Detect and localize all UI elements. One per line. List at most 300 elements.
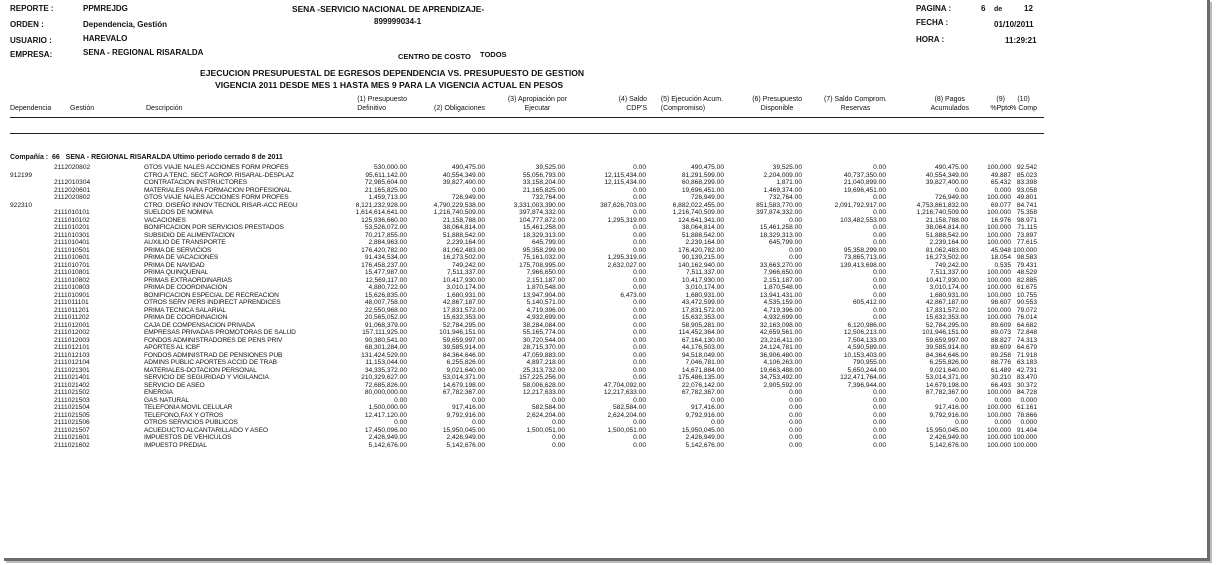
row-value-col3: 175,708,995.00: [519, 261, 565, 269]
row-value-col4: 0.00: [633, 299, 646, 306]
row-value-col7: 40,737,350.00: [843, 171, 886, 179]
row-gestion: 2111010701: [54, 261, 90, 269]
col-ejecucion-acum: (5) Ejecución Acum. (Compromiso): [660, 96, 723, 112]
pagina-total: 12: [1024, 4, 1033, 13]
row-value-col8: 15,950,045.00: [925, 426, 968, 434]
row-value-col1: 68,301,284.00: [364, 344, 407, 351]
row-value-col1: 0.00: [394, 396, 407, 404]
row-value-col2: 14,679,198.00: [442, 381, 485, 389]
budget-table-body: [4, 164, 1207, 449]
row-value-col8: 14,679,198.00: [925, 381, 968, 389]
row-value-col9: 61.489: [990, 366, 1011, 374]
row-gestion: 2111010802: [54, 276, 90, 284]
table-row: [4, 217, 1207, 225]
row-value-col9: 89.258: [990, 351, 1011, 359]
row-value-col2: 16,273,502.00: [442, 254, 485, 261]
row-value-col8: 0.00: [955, 186, 968, 194]
row-value-col3: 0.00: [552, 419, 565, 426]
row-value-col7: 0.00: [873, 194, 886, 201]
row-value-col9: 88.827: [990, 336, 1011, 344]
row-value-col3: 55,056,793.00: [522, 171, 565, 179]
table-row: [4, 284, 1207, 292]
row-value-col10: 100.000: [1013, 434, 1037, 441]
row-value-col2: 42,867,187.00: [442, 299, 485, 306]
row-value-col7: 21,040,899.00: [843, 179, 886, 186]
row-value-col4: 0.00: [633, 314, 646, 321]
row-value-col6: 2,151,187.00: [763, 276, 802, 284]
row-gestion: 2111021506: [54, 419, 90, 426]
row-value-col8: 9,021,640.00: [929, 366, 968, 374]
row-value-col4: 0.00: [633, 209, 646, 216]
row-value-col7: 122,471,764.00: [840, 374, 886, 381]
row-descripcion: SERVICIO DE SEGURIDAD Y VIGILANCIA: [144, 374, 269, 381]
row-gestion: 2111021402: [54, 381, 90, 389]
row-value-col6: 0.00: [789, 246, 802, 254]
row-value-col6: 39,525.00: [772, 164, 802, 171]
row-value-col3: 15,461,258.00: [522, 224, 565, 231]
table-row: [4, 314, 1207, 322]
row-value-col3: 4,932,699.00: [526, 314, 565, 321]
row-value-col3: 7,966,650.00: [526, 269, 565, 276]
row-value-col8: 17,831,572.00: [925, 306, 968, 314]
pagina-de: de: [994, 6, 1003, 13]
row-value-col4: 582,584.00: [612, 404, 646, 411]
row-value-col3: 18,329,313.00: [522, 231, 565, 239]
row-gestion: 2111012103: [54, 351, 90, 359]
row-value-col6: 0.00: [789, 404, 802, 411]
row-value-col10: 90.553: [1016, 299, 1037, 306]
row-value-col2: 39,585,914.00: [442, 344, 485, 351]
row-value-col2: 2,239,164.00: [446, 239, 485, 246]
row-value-col8: 4,753,861,832.00: [916, 201, 968, 209]
row-value-col2: 21,158,788.00: [442, 216, 485, 224]
row-value-col8: 9,792,916.00: [929, 411, 968, 419]
pagina-number: 6: [981, 4, 986, 13]
row-value-col4: 0.00: [633, 329, 646, 336]
row-value-col8: 5,142,676.00: [929, 441, 968, 449]
row-value-col9: 18.054: [990, 254, 1011, 261]
row-gestion: 2111021602: [54, 441, 90, 449]
row-value-col5: 1,216,740,509.00: [672, 209, 724, 216]
row-value-col7: 95,358,299.00: [843, 246, 886, 254]
row-value-col9: 100.000: [987, 194, 1011, 201]
table-row: [4, 277, 1207, 285]
row-value-col5: 10,417,930.00: [681, 276, 724, 284]
row-value-col2: 81,062,483.00: [442, 246, 485, 254]
col-saldo-comprom: (7) Saldo Comprom. Reservas: [823, 96, 887, 112]
row-value-col3: 0.00: [552, 396, 565, 404]
table-row: [4, 254, 1207, 262]
row-value-col9: 100.000: [987, 291, 1011, 299]
row-value-col5: 51,888,542.00: [681, 231, 724, 239]
table-row: [4, 412, 1207, 420]
table-row: [4, 389, 1207, 397]
row-value-col4: 2,632,027.00: [607, 261, 646, 269]
row-dependencia: 922310: [10, 201, 33, 209]
row-value-col1: 70,217,855.00: [364, 231, 407, 239]
row-value-col3: 38,284,084.00: [522, 321, 565, 329]
row-value-col5: 58,905,281.00: [681, 321, 724, 329]
row-value-col9: 100.000: [987, 269, 1011, 276]
row-value-col3: 4,897,218.00: [526, 359, 565, 366]
row-value-col10: 61.675: [1016, 284, 1037, 291]
row-value-col4: 0.00: [633, 419, 646, 426]
row-value-col4: 0.00: [633, 359, 646, 366]
table-row: [4, 427, 1207, 435]
row-value-col8: 917,416.00: [934, 404, 968, 411]
table-row: [4, 367, 1207, 375]
row-value-col7: 0.00: [873, 404, 886, 411]
row-value-col8: 0.00: [955, 419, 968, 426]
row-descripcion: MATERIALES-DOTACION PERSONAL: [144, 366, 257, 374]
col-dependencia: Dependencia: [10, 105, 52, 112]
row-value-col3: 582,584.00: [531, 404, 565, 411]
row-value-col6: 0.00: [789, 411, 802, 419]
row-value-col9: 89.073: [990, 329, 1011, 336]
row-descripcion: ADMINS PUBLIC APORTES ACCID DE TRAB: [144, 359, 277, 366]
row-value-col8: 59,659,997.00: [925, 336, 968, 344]
row-value-col5: 2,426,949.00: [685, 434, 724, 441]
row-value-col8: 2,426,949.00: [929, 434, 968, 441]
col-descripcion: Descripción: [146, 105, 183, 112]
row-gestion: 2112020802: [54, 194, 91, 201]
row-value-col9: 49.887: [990, 171, 1011, 179]
row-value-col5: 124,641,341.00: [678, 216, 724, 224]
row-value-col7: 0.00: [873, 411, 886, 419]
row-value-col1: 48,007,758.00: [364, 299, 407, 306]
row-gestion: 2111012001: [54, 321, 90, 329]
row-value-col6: 4,932,699.00: [763, 314, 802, 321]
row-descripcion: TELEFONO,FAX Y OTROS: [144, 411, 224, 419]
row-value-col3: 2,151,187.00: [526, 276, 565, 284]
row-value-col6: 0.00: [789, 396, 802, 404]
row-value-col3: 58,006,628.00: [522, 381, 565, 389]
row-value-col7: 0.00: [873, 441, 886, 449]
row-gestion: 2111010301: [54, 231, 90, 239]
row-value-col6: 2,905,592.00: [763, 381, 802, 389]
row-value-col1: 53,526,072.00: [364, 224, 407, 231]
row-value-col1: 20,565,052.00: [364, 314, 407, 321]
row-value-col9: 100.000: [987, 306, 1011, 314]
col-saldo-cdps: (4) Saldo CDP'S: [618, 96, 647, 112]
row-value-col4: 0.00: [633, 186, 646, 194]
row-gestion: 2111012003: [54, 336, 90, 344]
row-value-col1: 12,569,117.00: [365, 276, 407, 284]
row-descripcion: PRIMA DE NAVIDAD: [144, 261, 205, 269]
row-value-col10: 74.313: [1016, 336, 1037, 344]
row-value-col6: 0.00: [789, 389, 802, 396]
table-row: [4, 442, 1207, 450]
row-value-col10: 63.183: [1016, 359, 1037, 366]
row-value-col1: 5,142,676.00: [368, 441, 407, 449]
row-value-col1: 8,121,232,928.00: [355, 201, 407, 209]
row-value-col9: 100.000: [987, 209, 1011, 216]
row-value-col10: 10.755: [1016, 291, 1037, 299]
row-value-col1: 21,165,825.00: [364, 186, 407, 194]
row-value-col3: 645,799.00: [531, 239, 565, 246]
row-gestion: 2111010101: [54, 209, 90, 216]
row-value-col5: 176,420,782.00: [678, 246, 724, 254]
table-row: [4, 194, 1207, 202]
table-row: [4, 269, 1207, 277]
row-value-col6: 2,204,009.00: [763, 171, 802, 179]
row-descripcion: PRIMA TECNICA SALARIAL: [144, 306, 226, 314]
row-value-col3: 30,720,544.00: [522, 336, 565, 344]
row-descripcion: IMPUESTOS DE VEHICULOS: [144, 434, 232, 441]
row-value-col4: 0.00: [633, 194, 646, 201]
empresa-value: SENA - REGIONAL RISARALDA: [83, 48, 204, 57]
row-value-col6: 36,906,480.00: [759, 351, 802, 359]
col-apropiacion-ejecutar: (3) Apropiación por Ejecutar: [507, 96, 567, 112]
row-gestion: 2111012002: [54, 329, 90, 336]
row-value-col8: 21,158,788.00: [925, 216, 968, 224]
row-value-col3: 157,225,256.00: [519, 374, 565, 381]
row-value-col4: 0.00: [633, 441, 646, 449]
row-value-col5: 917,416.00: [690, 404, 724, 411]
row-descripcion: GTOS VIAJE NALES ACCIONES FORM PROFES: [144, 194, 289, 201]
row-value-col5: 1,680,931.00: [685, 291, 724, 299]
row-value-col8: 39,585,914.00: [925, 344, 968, 351]
table-row: [4, 172, 1207, 180]
row-value-col4: 1,500,051.00: [607, 426, 646, 434]
row-value-col10: 0.000: [1020, 419, 1037, 426]
hora-label: HORA :: [916, 35, 945, 44]
row-descripcion: FONDOS ADMINISTRAD DE PENSIONES PUB: [144, 351, 283, 359]
row-value-col1: 72,685,826.00: [364, 381, 407, 389]
row-gestion: 2111021601: [54, 434, 90, 441]
row-value-col10: 84.741: [1016, 201, 1037, 209]
table-row: [4, 419, 1207, 427]
row-value-col2: 1,680,931.00: [446, 291, 485, 299]
row-value-col5: 15,950,045.00: [681, 426, 724, 434]
row-value-col7: 73,865,713.00: [843, 254, 886, 261]
row-value-col5: 7,511,337.00: [685, 269, 724, 276]
row-descripcion: PRIMA DE VACACIONES: [144, 254, 219, 261]
row-value-col10: 100.000: [1013, 246, 1037, 254]
row-value-col2: 7,511,337.00: [446, 269, 485, 276]
row-value-col7: 0.00: [873, 434, 886, 441]
row-value-col3: 104,777,872.00: [519, 216, 565, 224]
row-value-col1: 157,111,925.00: [362, 329, 407, 336]
row-value-col5: 43,472,599.00: [681, 299, 724, 306]
row-value-col7: 0.00: [873, 306, 886, 314]
reporte-label: REPORTE :: [10, 4, 54, 13]
row-value-col8: 6,255,826.00: [929, 359, 968, 366]
table-row: [4, 164, 1207, 172]
row-descripcion: SUELDOS DE NOMINA: [144, 209, 214, 216]
row-value-col10: 85.023: [1016, 171, 1037, 179]
table-row: [4, 374, 1207, 382]
row-value-col2: 490,475.00: [451, 164, 485, 171]
row-value-col1: 90,380,541.00: [364, 336, 407, 344]
row-value-col8: 81,062,483.00: [925, 246, 968, 254]
row-value-col10: 42.731: [1016, 366, 1037, 374]
row-value-col3: 95,358,299.00: [522, 246, 565, 254]
row-value-col4: 0.00: [633, 284, 646, 291]
header-rule-bottom: [10, 133, 1044, 134]
row-value-col4: 0.00: [633, 396, 646, 404]
row-value-col7: 0.00: [873, 231, 886, 239]
row-value-col10: 100.000: [1013, 441, 1037, 449]
row-value-col8: 101,946,151.00: [922, 329, 968, 336]
row-descripcion: AUXILIO DE TRANSPORTE: [144, 239, 226, 246]
row-value-col4: 0.00: [633, 374, 646, 381]
row-value-col5: 114,452,364.00: [678, 329, 724, 336]
row-value-col5: 490,475.00: [690, 164, 724, 171]
row-descripcion: CTRO. DISEÑO INNOV TECNOL RISAR-ACC REGU: [144, 201, 298, 209]
table-row: [4, 299, 1207, 307]
row-value-col5: 19,696,451.00: [681, 186, 724, 194]
row-value-col5: 38,064,814.00: [681, 224, 724, 231]
row-value-col9: 45.948: [990, 246, 1011, 254]
row-value-col9: 16.976: [990, 216, 1011, 224]
row-value-col9: 100.000: [987, 224, 1011, 231]
row-value-col10: 98.583: [1016, 254, 1037, 261]
row-value-col1: 2,426,949.00: [368, 434, 407, 441]
row-value-col2: 917,416.00: [451, 404, 485, 411]
row-value-col7: 0.00: [873, 291, 886, 299]
row-value-col10: 82.885: [1016, 276, 1037, 284]
row-value-col6: 0.00: [789, 419, 802, 426]
row-value-col10: 64.679: [1016, 344, 1037, 351]
row-value-col3: 12,217,633.00: [522, 389, 565, 396]
row-value-col1: 4,880,722.00: [368, 284, 407, 291]
row-value-col3: 397,874,332.00: [519, 209, 565, 216]
row-value-col10: 49.801: [1016, 194, 1037, 201]
row-value-col2: 5,142,676.00: [446, 441, 485, 449]
row-value-col2: 749,242.00: [451, 261, 485, 269]
table-row: [4, 397, 1207, 405]
row-value-col4: 0.00: [633, 246, 646, 254]
row-value-col3: 21,165,825.00: [522, 186, 565, 194]
table-row: [4, 307, 1207, 315]
row-value-col4: 12,115,434.00: [604, 171, 646, 179]
row-descripcion: EMPRESAS PRIVADAS PROMOTORAS DE SALUD: [144, 329, 296, 336]
row-value-col2: 38,064,814.00: [442, 224, 485, 231]
company-line: Compañía : 66 SENA - REGIONAL RISARALDA Ultimo periodo cerrado 8 de 2011: [10, 154, 283, 161]
row-value-col3: 47,059,883.00: [522, 351, 565, 359]
row-value-col1: 176,458,237.00: [361, 261, 407, 269]
row-value-col6: 4,535,159.00: [763, 299, 802, 306]
row-value-col1: 95,611,142.00: [365, 171, 407, 179]
row-value-col4: 387,626,703.00: [600, 201, 646, 209]
row-value-col7: 605,412.00: [852, 299, 886, 306]
fecha-value: 01/10/2011: [994, 20, 1034, 29]
row-value-col7: 139,413,698.00: [840, 261, 886, 269]
row-gestion: 2111012101: [54, 344, 90, 351]
row-value-col4: 0.00: [633, 276, 646, 284]
row-value-col6: 13,941,431.00: [759, 291, 802, 299]
row-value-col10: 61.161: [1016, 404, 1037, 411]
row-value-col6: 33,663,270.00: [759, 261, 802, 269]
row-value-col10: 71.918: [1016, 351, 1037, 359]
row-value-col4: 6,473.00: [620, 291, 646, 299]
row-value-col2: 9,021,640.00: [446, 366, 485, 374]
report-page: [4, 0, 1210, 561]
row-value-col1: 1,459,713.00: [368, 194, 407, 201]
row-value-col8: 67,782,367.00: [925, 389, 968, 396]
row-gestion: 2111010201: [54, 224, 90, 231]
row-value-col2: 39,827,400.00: [442, 179, 485, 186]
row-value-col6: 1,871.00: [776, 179, 802, 186]
row-value-col1: 131,424,529.00: [361, 351, 407, 359]
row-gestion: 2112020601: [54, 186, 91, 194]
row-value-col7: 0.00: [873, 426, 886, 434]
row-gestion: 2111010501: [54, 246, 90, 254]
row-value-col7: 10,153,403.00: [843, 351, 886, 359]
row-dependencia: 912199: [10, 171, 33, 179]
row-value-col1: 22,550,968.00: [364, 306, 407, 314]
row-gestion: 2111021401: [54, 374, 90, 381]
row-value-col7: 0.00: [873, 209, 886, 216]
row-gestion: 2111021505: [54, 411, 90, 419]
row-value-col8: 2,239,164.00: [929, 239, 968, 246]
row-value-col3: 39,525.00: [535, 164, 565, 171]
row-value-col8: 42,867,187.00: [925, 299, 968, 306]
row-value-col9: 88.776: [990, 359, 1011, 366]
row-value-col2: 67,782,367.00: [442, 389, 485, 396]
organization-name: SENA -SERVICIO NACIONAL DE APRENDIZAJE-: [292, 4, 485, 14]
pagina-label: PAGINA :: [916, 4, 952, 13]
row-value-col2: 6,255,826.00: [446, 359, 485, 366]
row-value-col2: 4,790,229,538.00: [433, 201, 485, 209]
row-value-col9: 65.432: [990, 179, 1011, 186]
table-row: [4, 382, 1207, 390]
row-value-col7: 0.00: [873, 396, 886, 404]
row-value-col1: 80,000,000.00: [364, 389, 407, 396]
row-value-col10: 0.000: [1020, 396, 1037, 404]
row-descripcion: CAJA DE COMPENSACION PRIVADA: [144, 321, 256, 329]
row-value-col3: 1,500,051.00: [526, 426, 565, 434]
row-value-col6: 851,583,770.00: [756, 201, 802, 209]
row-value-col7: 0.00: [873, 276, 886, 284]
row-value-col5: 17,831,572.00: [681, 306, 724, 314]
row-gestion: 2111010601: [54, 254, 90, 261]
row-value-col8: 10,417,930.00: [925, 276, 968, 284]
row-value-col8: 52,784,295.00: [925, 321, 968, 329]
row-value-col7: 6,120,986.00: [847, 321, 886, 329]
row-value-col3: 4,719,396.00: [526, 306, 565, 314]
row-descripcion: APORTES AL ICBF: [144, 344, 201, 351]
row-value-col4: 47,704,092.00: [603, 381, 646, 389]
empresa-label: EMPRESA:: [10, 50, 53, 59]
row-value-col6: 1,870,548.00: [763, 284, 802, 291]
row-value-col2: 15,632,353.00: [442, 314, 485, 321]
row-value-col3: 3,331,003,390.00: [513, 201, 565, 209]
table-row: [4, 202, 1207, 210]
row-value-col7: 5,650,244.00: [847, 366, 886, 374]
row-value-col6: 32,163,098.00: [759, 321, 802, 329]
row-value-col8: 0.00: [955, 396, 968, 404]
row-value-col5: 175,486,135.00: [678, 374, 724, 381]
row-value-col6: 645,799.00: [768, 239, 802, 246]
row-value-col2: 2,426,949.00: [446, 434, 485, 441]
row-value-col10: 73.897: [1016, 231, 1037, 239]
table-row: [4, 359, 1207, 367]
row-value-col9: 100.000: [987, 411, 1011, 419]
row-descripcion: PRIMA DE COORDINACION: [144, 284, 228, 291]
fecha-label: FECHA :: [916, 18, 949, 27]
row-value-col8: 84,364,646.00: [925, 351, 968, 359]
reporte-value: PPMREJDG: [83, 4, 128, 13]
row-value-col4: 0.00: [633, 344, 646, 351]
row-value-col2: 84,364,646.00: [442, 351, 485, 359]
row-value-col1: 15,477,987.00: [364, 269, 407, 276]
row-value-col6: 15,461,258.00: [759, 224, 802, 231]
row-descripcion: BONIFICACION ESPECIAL DE RECREACION: [144, 291, 279, 299]
row-value-col10: 84.728: [1016, 389, 1037, 396]
row-value-col2: 101,946,151.00: [439, 329, 485, 336]
